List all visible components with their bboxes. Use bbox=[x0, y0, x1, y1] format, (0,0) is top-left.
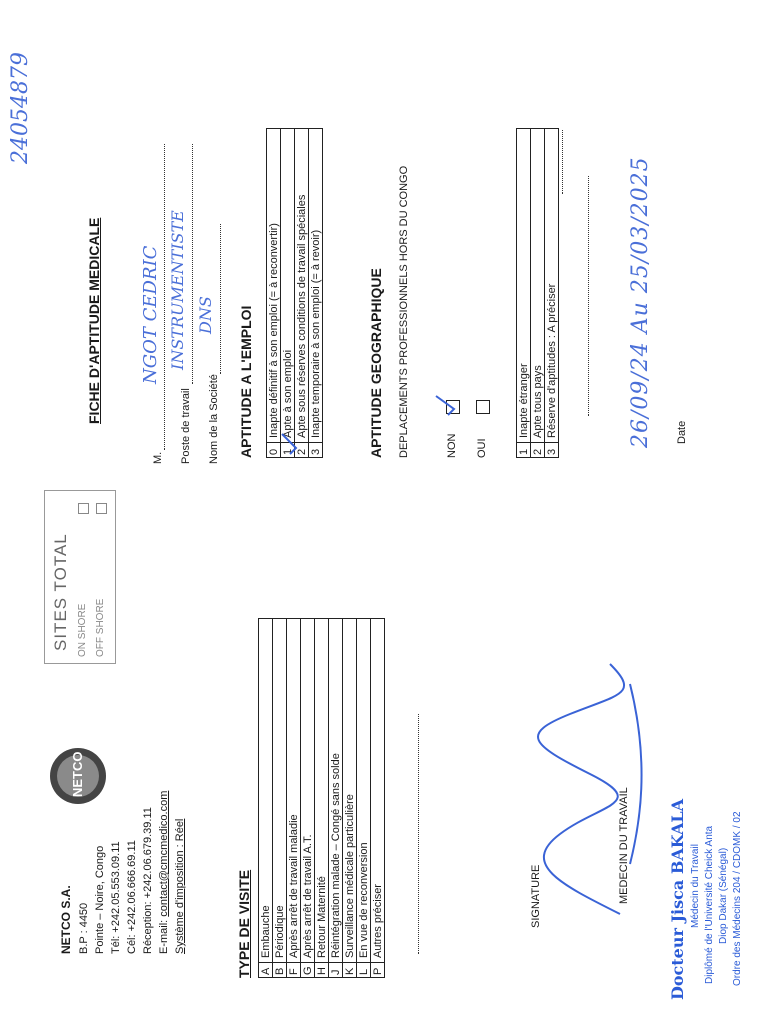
m-label: M. bbox=[152, 451, 164, 464]
visit-table bbox=[258, 618, 385, 978]
emploi-label: Apte à son emploi bbox=[281, 129, 295, 443]
email-link[interactable]: contact@cmcmedico.com bbox=[158, 790, 170, 917]
stamp-title: SITES TOTAL bbox=[51, 533, 70, 651]
company-cel: Cél: +242.06.666.69.11 bbox=[126, 840, 138, 954]
emploi-code[interactable]: 0 bbox=[267, 443, 281, 458]
email-label: E-mail: bbox=[158, 916, 170, 954]
visit-code[interactable]: G bbox=[301, 963, 315, 978]
signature-label: SIGNATURE bbox=[530, 864, 542, 928]
oui-checkbox[interactable] bbox=[476, 400, 490, 414]
company-email-line bbox=[158, 791, 171, 954]
non-check-mark bbox=[434, 392, 458, 418]
visit-label: Embauche bbox=[259, 619, 273, 963]
visit-label: Après arrêt de travail A.T. bbox=[301, 619, 315, 963]
handwritten-date: 26/09/24 Au 25/03/2025 bbox=[628, 156, 653, 448]
stamp-off-shore-checkbox[interactable] bbox=[96, 503, 107, 514]
visit-row bbox=[371, 619, 385, 978]
visit-code[interactable]: J bbox=[329, 963, 343, 978]
company-name: NETCO S.A. bbox=[59, 885, 73, 954]
visit-code[interactable]: P bbox=[371, 963, 385, 978]
stamp-on-shore: ON SHORE bbox=[77, 603, 88, 657]
doctor-name: Docteur Jisca BAKALA bbox=[668, 798, 687, 1000]
geo-row bbox=[531, 129, 545, 458]
reserve-dots-2 bbox=[578, 176, 589, 416]
emploi-row bbox=[267, 129, 281, 458]
visit-label: Surveillance médicale particulière bbox=[343, 619, 357, 963]
oui-label: OUI bbox=[476, 438, 488, 458]
aptitude-geo-title: APTITUDE GEOGRAPHIQUE bbox=[368, 268, 384, 458]
logo-text: NETCO bbox=[57, 755, 99, 797]
company-reception: Réception: +242.06.679.39.11 bbox=[142, 807, 154, 954]
emploi-label: Inapte temporaire à son emploi (= à revoir) bbox=[309, 129, 323, 443]
visit-code[interactable]: F bbox=[287, 963, 301, 978]
company-bp: B.P : 4450 bbox=[78, 902, 90, 954]
stamp-on-shore-checkbox[interactable] bbox=[78, 503, 89, 514]
visit-label: Après arrêt de travail maladie bbox=[287, 619, 301, 963]
emploi-row bbox=[281, 129, 295, 458]
geo-row bbox=[517, 129, 531, 458]
geo-label: Inapte étranger bbox=[517, 129, 531, 443]
emploi-check-mark bbox=[280, 428, 300, 458]
visit-row bbox=[273, 619, 287, 978]
date-label: Date bbox=[676, 420, 688, 444]
sites-total-stamp bbox=[44, 490, 116, 664]
company-city: Pointe – Noire, Congo bbox=[94, 845, 106, 954]
societe-label: Nom de la Société bbox=[208, 374, 220, 464]
poste-label: Poste de travail bbox=[180, 388, 192, 464]
geo-code[interactable]: 2 bbox=[531, 443, 545, 458]
signature-scribble bbox=[500, 654, 670, 924]
emploi-code[interactable]: 1 bbox=[281, 443, 295, 458]
visit-row bbox=[259, 619, 273, 978]
form-title: FICHE D'APTITUDE MEDICALE bbox=[86, 217, 102, 424]
visit-code[interactable]: H bbox=[315, 963, 329, 978]
netco-logo bbox=[50, 748, 106, 804]
emploi-row bbox=[295, 129, 309, 458]
visit-title: TYPE DE VISITE bbox=[236, 869, 252, 978]
visit-code[interactable]: B bbox=[273, 963, 287, 978]
company-tel: Tél: +242.05.553.09.11 bbox=[110, 841, 122, 954]
visit-code[interactable]: K bbox=[343, 963, 357, 978]
reserve-dots bbox=[552, 130, 563, 194]
doctor-line2: Diplômé de l'Université Cheick Anta bbox=[704, 825, 715, 984]
visit-code[interactable]: L bbox=[357, 963, 371, 978]
geo-code[interactable]: 3 bbox=[545, 443, 559, 458]
non-label: NON bbox=[446, 433, 458, 458]
visit-label: En vue de reconversion bbox=[357, 619, 371, 963]
company-tax: Système d'imposition : Réel bbox=[174, 818, 186, 954]
visit-row bbox=[315, 619, 329, 978]
visit-row bbox=[287, 619, 301, 978]
emploi-code[interactable]: 3 bbox=[309, 443, 323, 458]
emploi-code[interactable]: 2 bbox=[295, 443, 309, 458]
aptitude-geo-subtitle: DEPLACEMENTS PROFESSIONNELS HORS DU CONGO bbox=[398, 165, 410, 458]
geo-label: Réserve d'aptitudes : A préciser bbox=[545, 129, 559, 443]
handwritten-societe: DNS bbox=[196, 296, 215, 334]
emploi-row bbox=[309, 129, 323, 458]
visit-label: Autres préciser bbox=[371, 619, 385, 963]
doctor-line3: Diop Dakar (Sénégal) bbox=[718, 847, 729, 944]
emploi-label: Inapte définitif à son emploi (= à reconvertir) bbox=[267, 129, 281, 443]
visit-row bbox=[357, 619, 371, 978]
visit-other-dots bbox=[408, 714, 419, 954]
emploi-label: Apte sous réserves conditions de travail spéciales bbox=[295, 129, 309, 443]
visit-label: Retour Maternité bbox=[315, 619, 329, 963]
doctor-line1: Médecin du Travail bbox=[690, 844, 701, 928]
geo-code[interactable]: 1 bbox=[517, 443, 531, 458]
aptitude-emploi-title: APTITUDE A L'EMPLOI bbox=[238, 305, 254, 458]
doctor-role: MEDECIN DU TRAVAIL bbox=[618, 787, 630, 904]
handwritten-poste: INSTRUMENTISTE bbox=[168, 210, 187, 370]
handwritten-id-number: 24054879 bbox=[8, 52, 33, 164]
visit-label: Réintégration malade – Congé sans solde bbox=[329, 619, 343, 963]
visit-code[interactable]: A bbox=[259, 963, 273, 978]
visit-label: Périodique bbox=[273, 619, 287, 963]
visit-row bbox=[301, 619, 315, 978]
visit-row bbox=[329, 619, 343, 978]
aptitude-emploi-table bbox=[266, 128, 323, 458]
handwritten-name: NGOT CEDRIC bbox=[140, 245, 161, 384]
doctor-line4: Ordre des Médecins 204 / CDOMK / 02 bbox=[732, 811, 743, 986]
stamp-off-shore: OFF SHORE bbox=[95, 598, 106, 657]
geo-label: Apte tous pays bbox=[531, 129, 545, 443]
visit-row bbox=[343, 619, 357, 978]
